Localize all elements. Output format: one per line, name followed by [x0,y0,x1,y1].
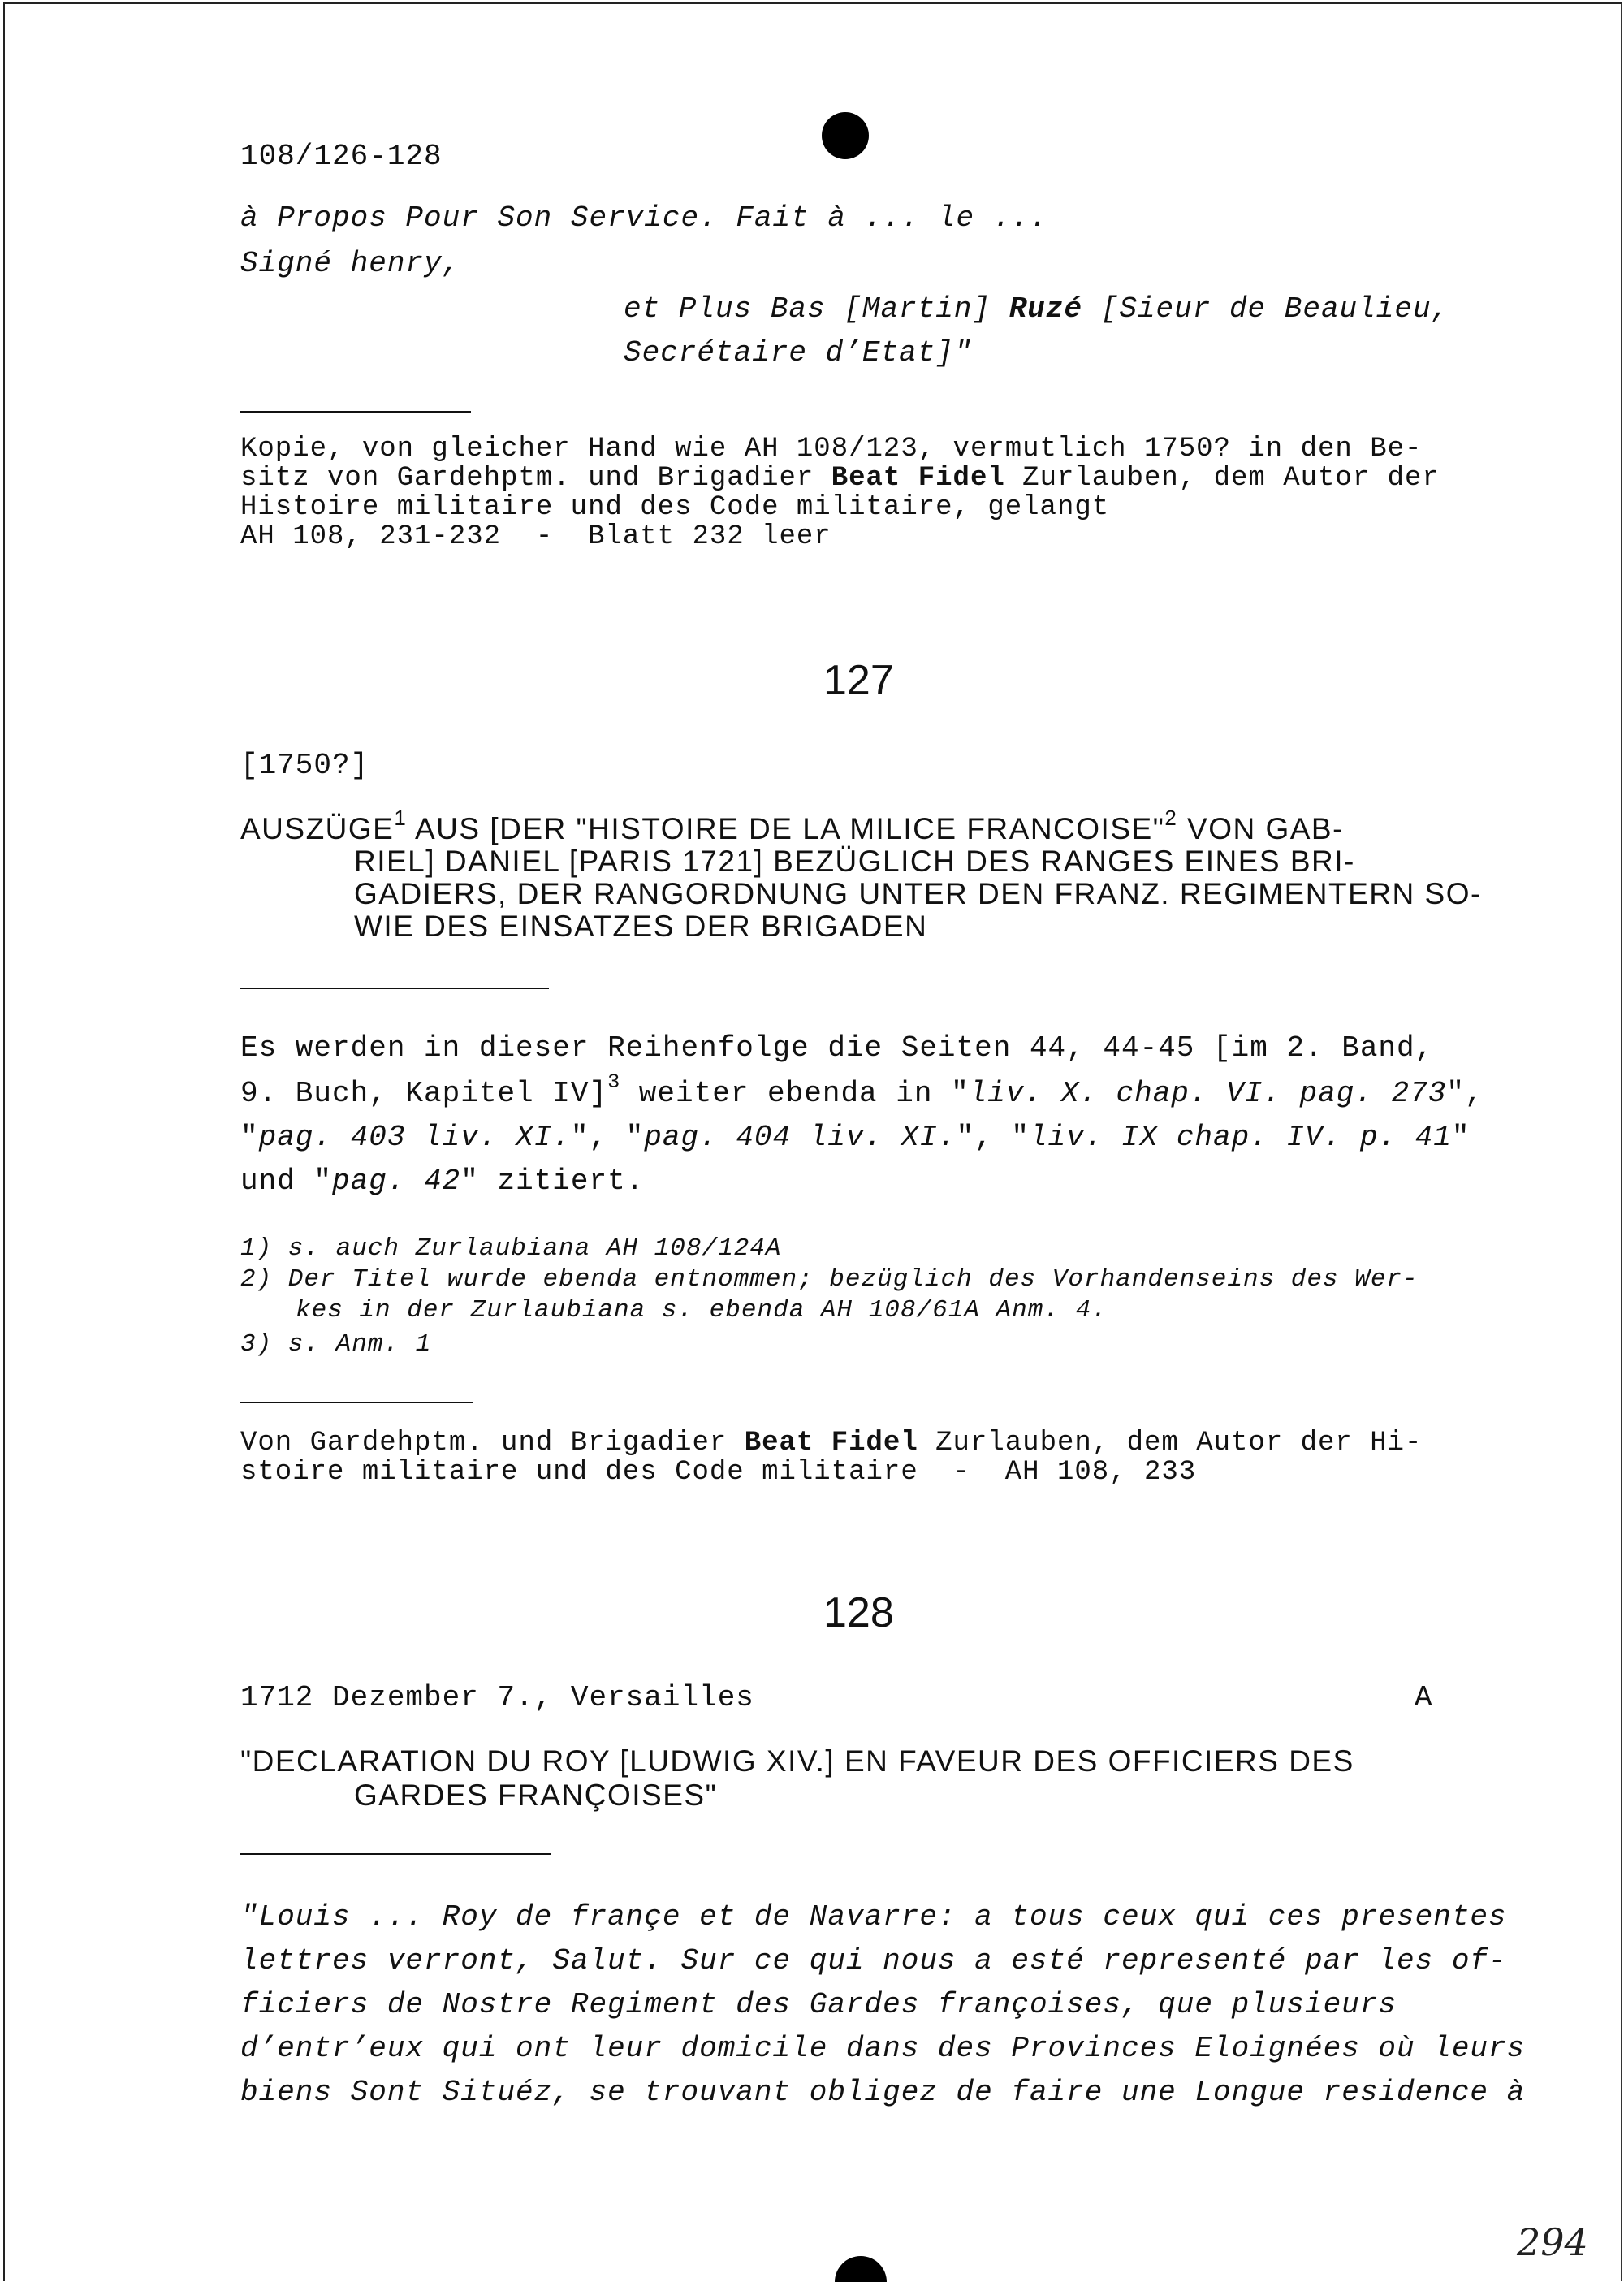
separator-rule [240,411,471,413]
entry-title-line: AUSZÜGE$^1$ AUS [DER "HISTOIRE DE LA MILICE FRANCOISE"$^2$ VON GAB- [240,806,1344,845]
entry-title-line: WIE DES EINSATZES DER BRIGADEN [354,910,928,943]
entry-date: [1750?] [240,749,369,782]
letter-closing-line: à Propos Pour Son Service. Fait à ... le ... [240,201,1048,235]
source-line: stoire militaire und des Code militaire - AH 108, 233 [240,1457,1197,1488]
body-line: 9. Buch, Kapitel IV]$^3$ weiter ebenda in "liv. X. chap. VI. pag. 273", [240,1070,1484,1110]
quoted-text-line: ficiers de Nostre Regiment des Gardes françoises, que plusieurs [240,1988,1397,2021]
entry-title-line: "DECLARATION DU ROY [LUDWIG XIV.] EN FAVEUR DES OFFICIERS DES [240,1744,1354,1778]
body-line: Es werden in dieser Reihenfolge die Seiten 44, 44-45 [im 2. Band, [240,1031,1434,1065]
note-line: Kopie, von gleicher Hand wie AH 108/123, vermutlich 1750? in den Be- [240,434,1423,465]
body-line: "pag. 403 liv. XI.", "pag. 404 liv. XI.", "liv. IX chap. IV. p. 41" [240,1121,1471,1154]
footnote: 1) s. auch Zurlaubiana AH 108/124A [240,1234,782,1263]
entry-mark: A [1415,1681,1433,1714]
letter-signature: Signé henry, [240,247,461,280]
separator-rule [240,1853,551,1855]
footnote-continuation: kes in der Zurlaubiana s. ebenda AH 108/61A Anm. 4. [296,1296,1108,1325]
body-line: und "pag. 42" zitiert. [240,1165,645,1198]
entry-title-line: GARDES FRANÇOISES" [354,1778,718,1812]
entry-title-line: RIEL] DANIEL [PARIS 1721] BEZÜGLICH DES RANGES EINES BRI- [354,845,1355,878]
separator-rule [240,1402,473,1403]
handwritten-page-number: 294 [1517,2220,1588,2264]
separator-rule [240,988,549,989]
footnote: 3) s. Anm. 1 [240,1330,432,1359]
note-line: sitz von Gardehptm. und Brigadier Beat Fidel Zurlauben, dem Autor der [240,463,1440,494]
quoted-text-line: biens Sont Situéz, se trouvant obligez de faire une Longue residence à [240,2076,1526,2109]
note-source: AH 108, 231-232 - Blatt 232 leer [240,521,831,552]
punch-hole-top [822,112,869,159]
entry-date: 1712 Dezember 7., Versailles [240,1681,754,1714]
letter-countersign-title: Secrétaire d’Etat]" [624,336,973,370]
doc-reference: 108/126-128 [240,140,443,173]
source-line: Von Gardehptm. und Brigadier Beat Fidel Zurlauben, dem Autor der Hi- [240,1428,1423,1459]
quoted-text-line: lettres verront, Salut. Sur ce qui nous a esté representé par les of- [240,1944,1507,1977]
entry-title-line: GADIERS, DER RANGORDNUNG UNTER DEN FRANZ. REGIMENTERN SO- [354,877,1482,910]
entry-number: 128 [823,1589,894,1636]
note-line: Histoire militaire und des Code militaire, gelangt [240,492,1110,523]
quoted-text-line: d’entr’eux qui ont leur domicile dans des Provinces Eloignées où leurs [240,2032,1526,2065]
footnote: 2) Der Titel wurde ebenda entnommen; bezüglich des Vorhandenseins des Wer- [240,1265,1419,1294]
letter-countersign: et Plus Bas [Martin] Ruzé [Sieur de Beaulieu, [624,292,1450,326]
quoted-text-line: "Louis ... Roy de françe et de Navarre: a tous ceux qui ces presentes [240,1900,1507,1934]
entry-number: 127 [823,657,894,704]
